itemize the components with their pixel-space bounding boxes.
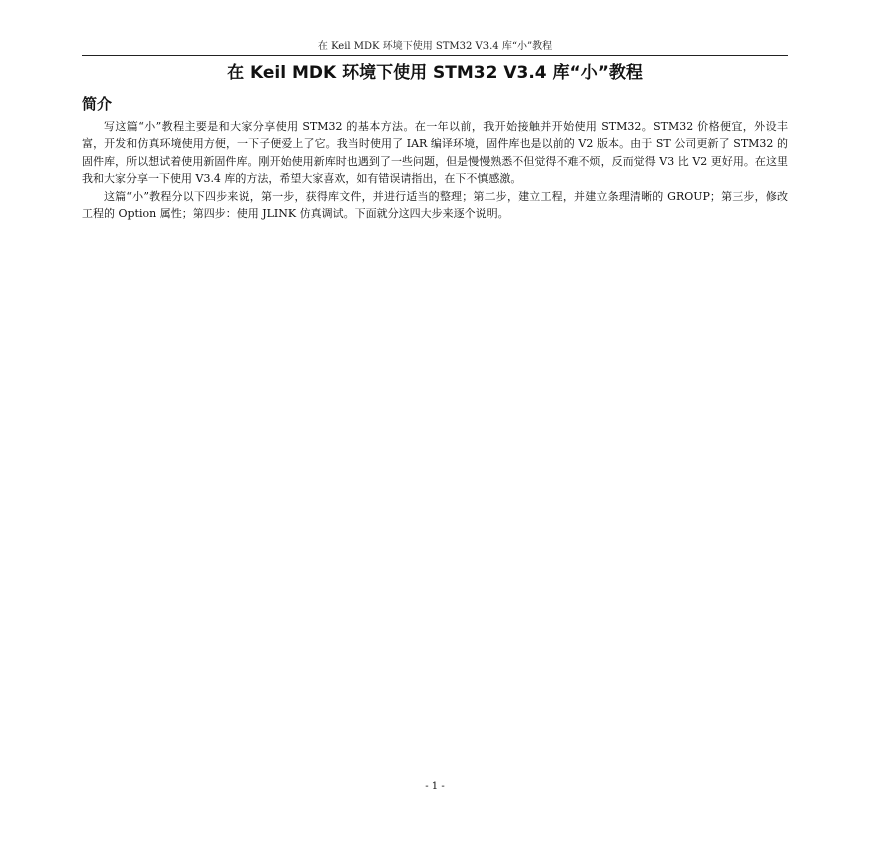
page-number: - 1 - — [425, 781, 445, 792]
document-title: 在 Keil MDK 环境下使用 STM32 V3.4 库“小”教程 — [227, 63, 643, 83]
intro-paragraph-1: 写这篇“小”教程主要是和大家分享使用 STM32 的基本方法。在一年以前，我开始接触并开始使用 STM32。STM32 价格便宜，外设丰富，开发和仿真环境使用方便，一下子便爱上了它。我当时使用了 IAR 编译环境，固件库也是以前的 V2 版本。由于 ST 公司更新了 STM32 的固件库，所以想试着使用新固件库。刚开始使用新库时也遇到了一些问题，但是慢慢熟悉不但觉得不难不烦，反而觉得 V3 比 V2 更好用。在这里我和大家分享一下使用 V3.4 库的方法，希望大家喜欢，如有错误请指出，在下不慎感激。 — [82, 120, 788, 186]
running-header: 在 Keil MDK 环境下使用 STM32 V3.4 库“小”教程 — [317, 41, 553, 52]
intro-paragraph-2: 这篇“小”教程分以下四步来说，第一步，获得库文件，并进行适当的整理；第二步，建立工程，并建立条理清晰的 GROUP；第三步，修改工程的 Option 属性；第四步：使用 JLINK 仿真调试。下面就分这四大步来逐个说明。 — [82, 189, 788, 221]
header-rule — [82, 55, 788, 56]
section-heading-intro: 简介 — [82, 95, 113, 113]
intro-body — [82, 118, 788, 222]
